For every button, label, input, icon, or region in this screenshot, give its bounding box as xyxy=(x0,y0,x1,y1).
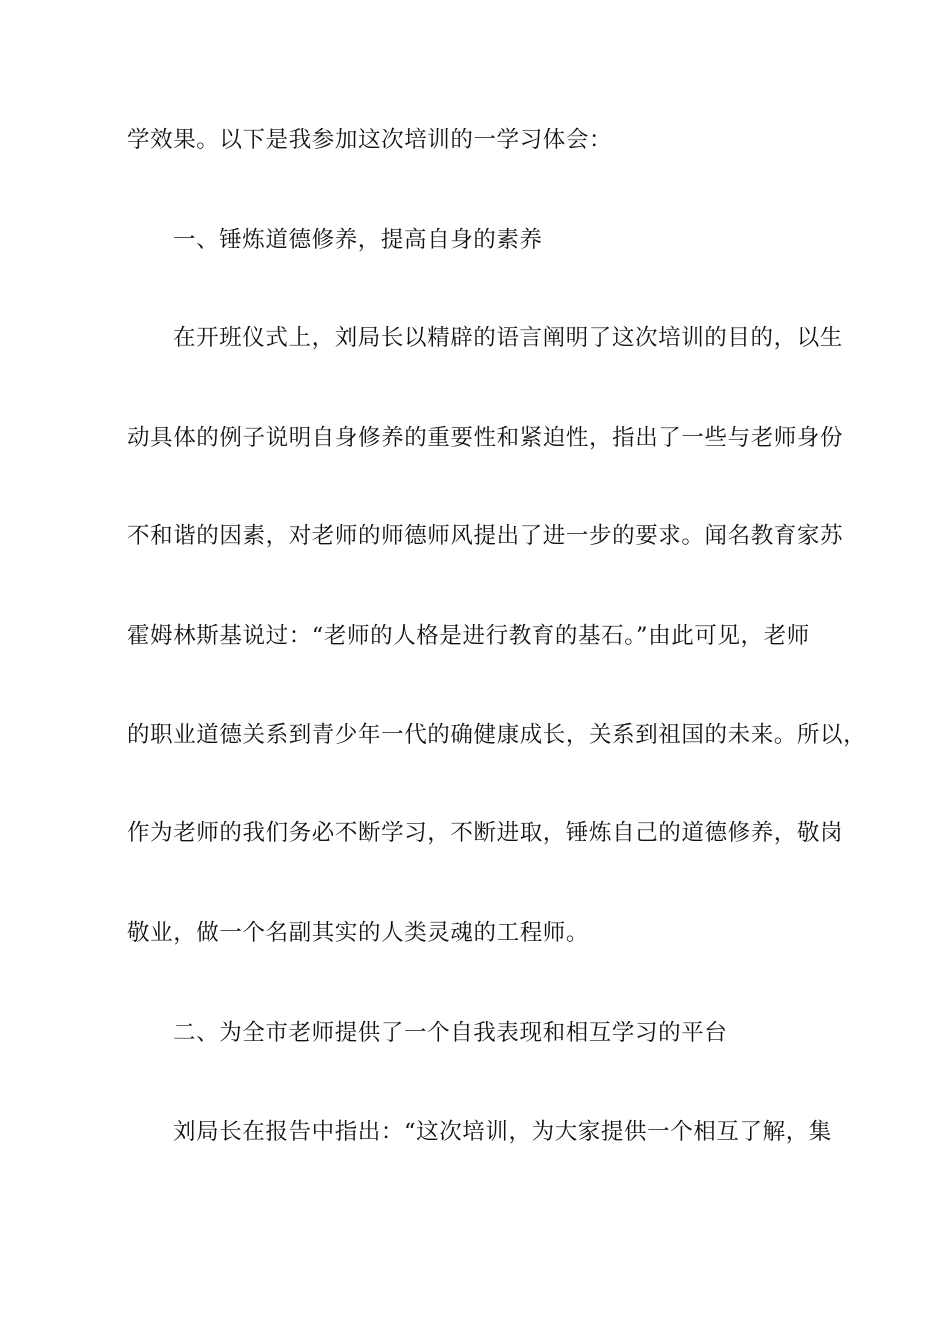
paragraph-line: 敬业，做一个名副其实的人类灵魂的工程师。 xyxy=(127,920,590,946)
paragraph-line: 不和谐的因素，对老师的师德师风提出了进一步的要求。闻名教育家苏 xyxy=(127,523,844,549)
paragraph-line: 动具体的例子说明自身修养的重要性和紧迫性，指出了一些与老师身份 xyxy=(127,425,844,451)
section-heading-2: 二、为全市老师提供了一个自我表现和相互学习的平台 xyxy=(173,1020,728,1046)
paragraph-line: 作为老师的我们务必不断学习，不断进取，锤炼自己的道德修养，敬岗 xyxy=(127,820,844,846)
paragraph-line: 的职业道德关系到青少年一代的确健康成长，关系到祖国的未来。所以， xyxy=(127,722,867,748)
paragraph-line: 学效果。以下是我参加这次培训的一学习体会： xyxy=(127,127,613,153)
paragraph-line: 霍姆林斯基说过：“老师的人格是进行教育的基石。”由此可见，老师 xyxy=(127,623,810,649)
section-heading-1: 一、锤炼道德修养，提高自身的素养 xyxy=(173,227,543,253)
paragraph-line: 刘局长在报告中指出：“这次培训，为大家提供一个相互了解，集 xyxy=(173,1119,832,1145)
paragraph-line: 在开班仪式上，刘局长以精辟的语言阐明了这次培训的目的，以生 xyxy=(173,325,843,351)
